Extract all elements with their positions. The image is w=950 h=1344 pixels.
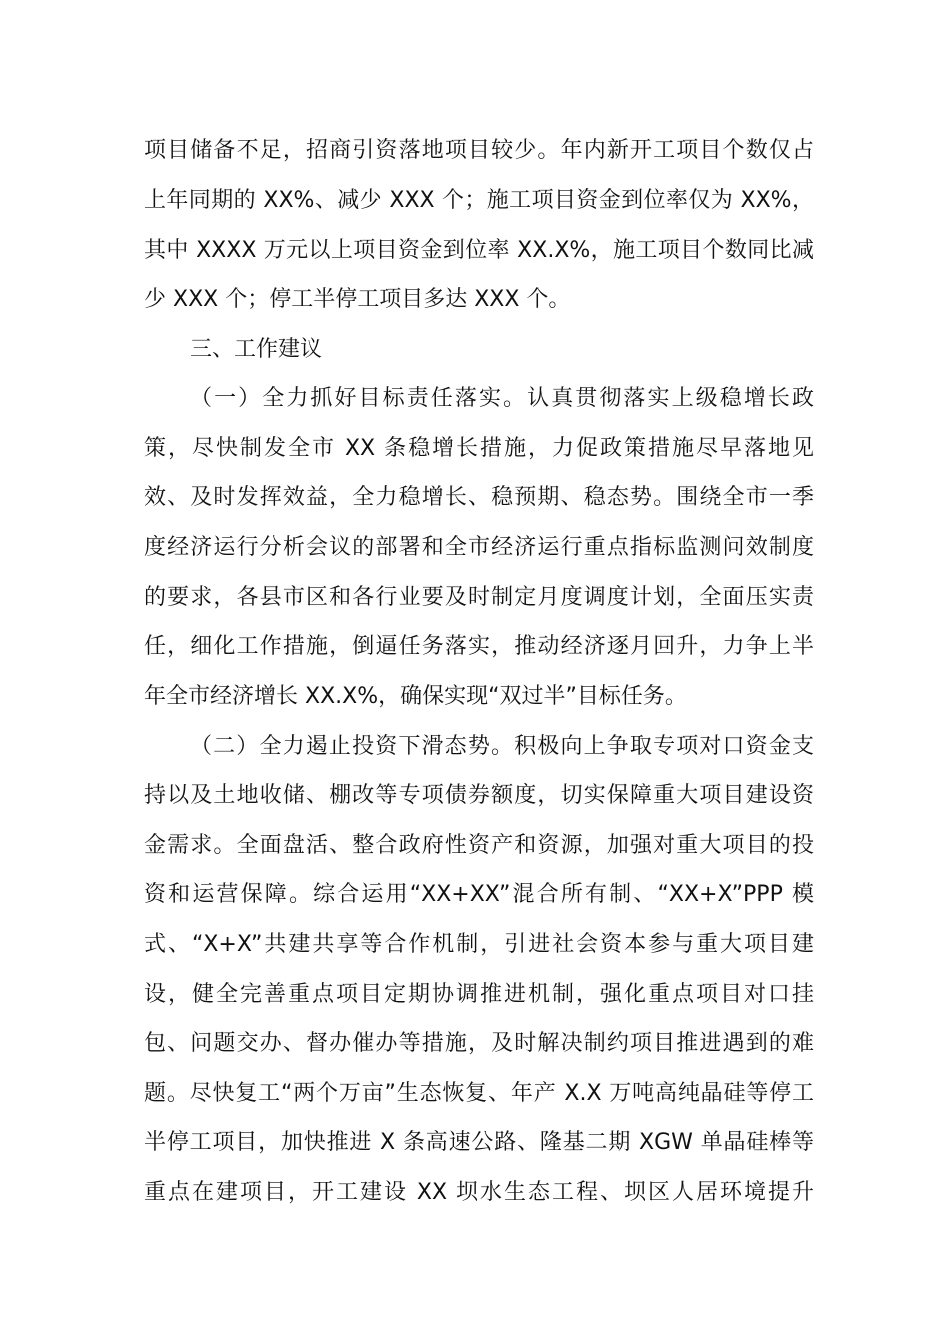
intro-line-4: 少 XXX 个；停工半停工项目多达 XXX 个。 bbox=[144, 287, 571, 312]
intro-line-3: 其中 XXXX 万元以上项目资金到位率 XX.X%，施工项目个数同比减 bbox=[144, 238, 814, 263]
section1-line-1: （一）全力抓好目标责任落实。认真贯彻落实上级稳增长政 bbox=[190, 386, 814, 411]
section2-line-2: 持以及土地收储、棚改等专项债券额度，切实保障重大项目建设资 bbox=[144, 783, 814, 808]
section2-line-5: 式、“X+X”共建共享等合作机制，引进社会资本参与重大项目建 bbox=[144, 932, 814, 957]
section2-line-6: 设，健全完善重点项目定期协调推进机制，强化重点项目对口挂 bbox=[144, 982, 814, 1007]
section2-line-9: 半停工项目，加快推进 X 条高速公路、隆基二期 XGW 单晶硅棒等 bbox=[144, 1130, 814, 1155]
section1-line-2: 策，尽快制发全市 XX 条稳增长措施，力促政策措施尽早落地见 bbox=[144, 436, 814, 461]
intro-line-1: 项目储备不足，招商引资落地项目较少。年内新开工项目个数仅占 bbox=[144, 138, 814, 163]
section2-line-8: 题。尽快复工“两个万亩”生态恢复、年产 X.X 万吨高纯晶硅等停工 bbox=[144, 1081, 814, 1106]
section2-line-1: （二）全力遏止投资下滑态势。积极向上争取专项对口资金支 bbox=[190, 734, 814, 759]
intro-line-2: 上年同期的 XX%、减少 XXX 个；施工项目资金到位率仅为 XX%， bbox=[144, 188, 814, 213]
section-heading: 三、工作建议 bbox=[190, 337, 323, 362]
section1-line-6: 任，细化工作措施，倒逼任务落实，推动经济逐月回升，力争上半 bbox=[144, 634, 814, 659]
section2-line-4: 资和运营保障。综合运用“XX+XX”混合所有制、“XX+X”PPP 模 bbox=[144, 882, 814, 907]
section1-line-3: 效、及时发挥效益，全力稳增长、稳预期、稳态势。围绕全市一季 bbox=[144, 485, 814, 510]
section2-line-3: 金需求。全面盘活、整合政府性资产和资源，加强对重大项目的投 bbox=[144, 833, 814, 858]
section2-line-7: 包、问题交办、督办催办等措施，及时解决制约项目推进遇到的难 bbox=[144, 1031, 814, 1056]
section1-line-7: 年全市经济增长 XX.X%，确保实现“双过半”目标任务。 bbox=[144, 684, 687, 709]
section1-line-4: 度经济运行分析会议的部署和全市经济运行重点指标监测问效制度 bbox=[144, 535, 814, 560]
section1-line-5: 的要求，各县市区和各行业要及时制定月度调度计划，全面压实责 bbox=[144, 585, 814, 610]
section2-line-10: 重点在建项目，开工建设 XX 坝水生态工程、坝区人居环境提升 bbox=[144, 1180, 814, 1205]
